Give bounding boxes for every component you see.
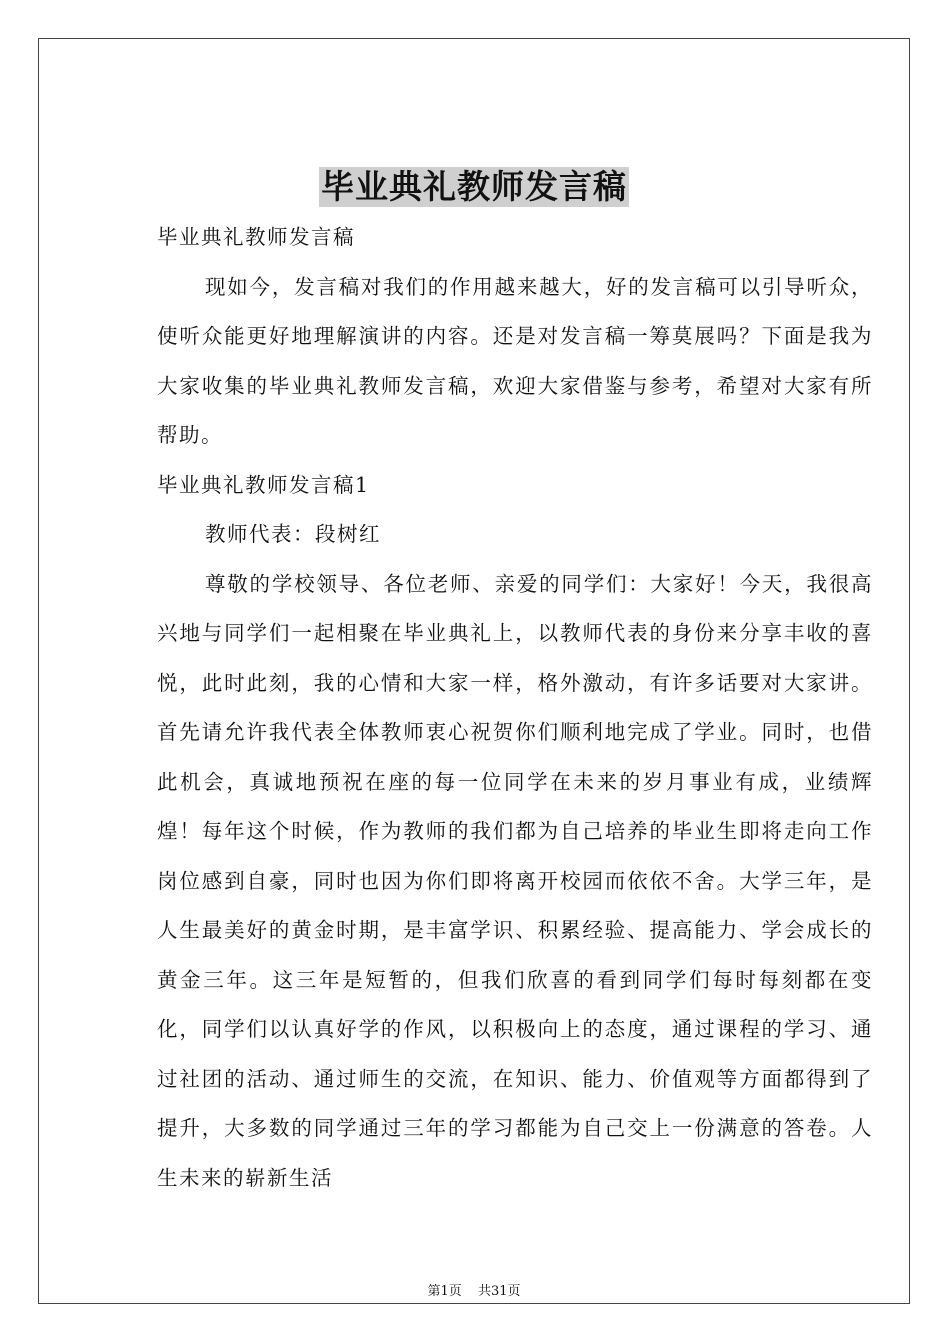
body-paragraph: 尊敬的学校领导、各位老师、亲爱的同学们：大家好！今天，我很高兴地与同学们一起相聚在毕业典礼上，以教师代表的身份来分享丰收的喜悦，此时此刻，我的心情和大家一样，格外激动，有许多话要对大家讲。首先请允许我代表全体教师衷心祝贺你们顺利地完成了学业。同时，也借此机会，真诚地预祝在座的每一位同学在未来的岁月事业有成，业绩辉煌！每年这个时候，作为教师的我们都为自己培养的毕业生即将走向工作岗位感到自豪，同时也因为你们即将离开校园而依依不舍。大学三年，是人生最美好的黄金时期，是丰富学识、积累经验、提高能力、学会成长的黄金三年。这三年是短暂的，但我们欣喜的看到同学们每时每刻都在变化，同学们以认真好学的作风，以积极向上的态度，通过课程的学习、通过社团的活动、通过师生的交流，在知识、能力、价值观等方面都得到了提升，大多数的同学通过三年的学习都能为自己交上一份满意的答卷。人生未来的崭新生活 (157, 571, 873, 1190)
intro-paragraph: 现如今，发言稿对我们的作用越来越大，好的发言稿可以引导听众，使听众能更好地理解演讲的内容。还是对发言稿一筹莫展吗？下面是我为大家收集的毕业典礼教师发言稿，欢迎大家借鉴与参考，希望对大家有所帮助。 (157, 274, 873, 447)
speaker-line: 教师代表：段树红 (205, 522, 381, 546)
page-total: 共31页 (477, 1284, 521, 1299)
section-heading: 毕业典礼教师发言稿1 (157, 472, 370, 497)
title-wrap (39, 167, 909, 207)
page-footer (39, 1283, 909, 1301)
document-title: 毕业典礼教师发言稿 (321, 167, 627, 206)
document-subtitle: 毕业典礼教师发言稿 (157, 225, 355, 249)
document-body (157, 213, 873, 1203)
document-page (38, 38, 910, 1304)
page-number: 第1页 (427, 1284, 462, 1299)
